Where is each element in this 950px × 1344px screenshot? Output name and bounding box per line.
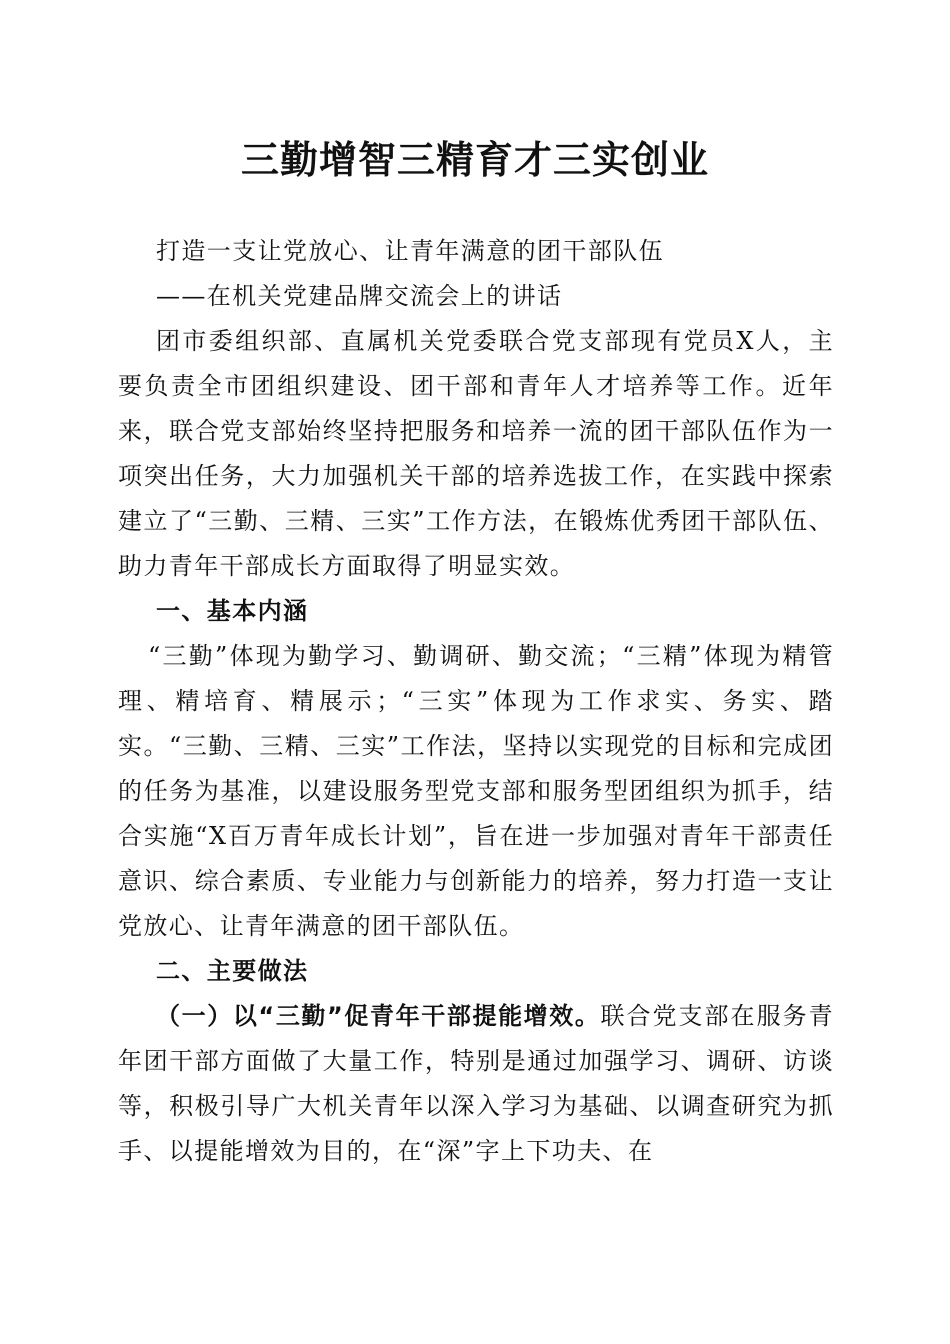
intro-paragraph: 团市委组织部、直属机关党委联合党支部现有党员X人，主要负责全市团组织建设、团干部和青年人才培养等工作。近年来，联合党支部始终坚持把服务和培养一流的团干部队伍作为一项突出任务，大力加强机关干部的培养选拔工作，在实践中探索建立了“三勤、三精、三实”工作方法，在锻炼优秀团干部队伍、助力青年干部成长方面取得了明显实效。 <box>118 327 834 580</box>
section-2-text: 联合党支部在服务青年团干部方面做了大量工作，特别是通过加强学习、调研、访谈等，积极引导广大机关青年以深入学习为基础、以调查研究为抓手、以提能增效为目的，在“深”字上下功夫、在 <box>118 1002 834 1165</box>
section-1-heading: 一、基本内涵 <box>156 597 309 625</box>
document-title: 三勤增智三精育才三实创业 <box>240 138 709 182</box>
subtitle-occasion: ——在机关党建品牌交流会上的讲话 <box>156 282 563 310</box>
section-2-heading: 二、主要做法 <box>156 957 309 985</box>
section-2-paragraph <box>118 994 834 1174</box>
section-2-lead: （一）以“三勤”促青年干部提能增效。 <box>156 1002 601 1030</box>
subtitle-main: 打造一支让党放心、让青年满意的团干部队伍 <box>156 237 664 265</box>
document-body <box>118 229 834 1174</box>
section-1-paragraph: “三勤”体现为勤学习、勤调研、勤交流；“三精”体现为精管理、精培育、精展示；“三实”体现为工作求实、务实、踏实。“三勤、三精、三实”工作法，坚持以实现党的目标和完成团的任务为基准，以建设服务型党支部和服务型团组织为抓手，结合实施“X百万青年成长计划”，旨在进一步加强对青年干部责任意识、综合素质、专业能力与创新能力的培养，努力打造一支让党放心、让青年满意的团干部队伍。 <box>118 642 834 940</box>
